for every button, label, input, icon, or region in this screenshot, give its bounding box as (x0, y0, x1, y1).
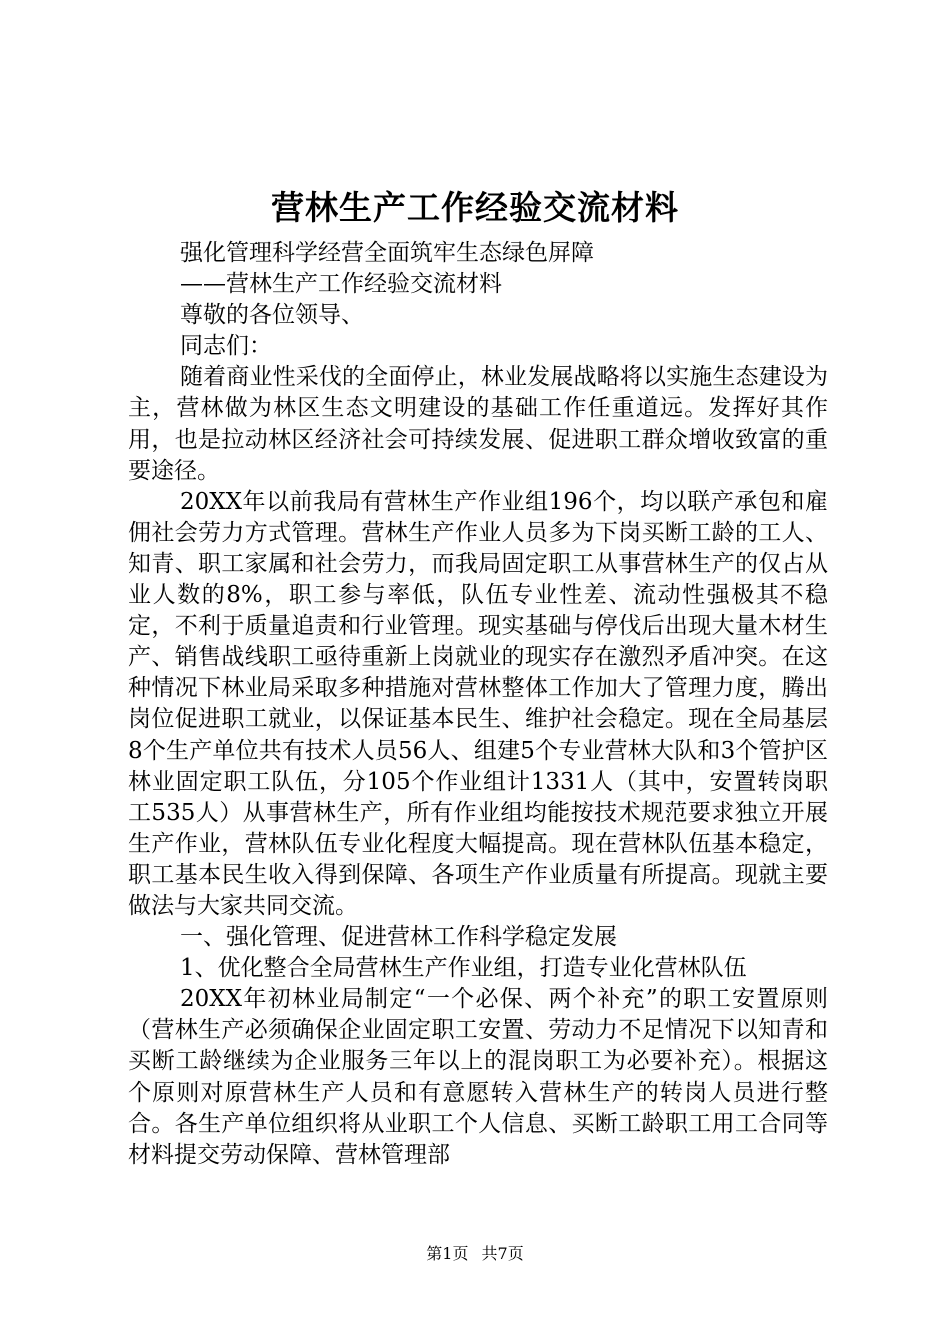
salutation-comrades: 同志们： (180, 333, 272, 360)
subtitle-dash: ——营林生产工作经验交流材料 (180, 271, 502, 298)
paragraph-intro: 随着商业性采伐的全面停止，林业发展战略将以实施生态建设为主，营林做为林区生态文明建设的基础工作任重道远。发挥好其作用，也是拉动林区经济社会可持续发展、促进职工群众增收致富的重要途径。 (128, 364, 828, 484)
section-heading: 一、强化管理、促进营林工作科学稳定发展 (180, 924, 617, 951)
paragraph-principle: 20XX年初林业局制定“一个必保、两个补充”的职工安置原则（营林生产必须确保企业固定职工安置、劳动力不足情况下以知青和买断工龄继续为企业服务三年以上的混岗职工为必要补充）。根据这个原则对原营林生产人员和有意愿转入营林生产的转岗人员进行整合。各生产单位组织将从业职工个人信息、买断工龄职工用工合同等材料提交劳动保障、营林管理部 (128, 986, 828, 1168)
page-footer (0, 1243, 950, 1265)
page-number: 第1页 (426, 1244, 469, 1263)
subsection-heading: 1、优化整合全局营林生产作业组，打造专业化营林队伍 (180, 955, 747, 982)
document-title: 营林生产工作经验交流材料 (271, 188, 679, 227)
subtitle: 强化管理科学经营全面筑牢生态绿色屏障 (180, 240, 594, 266)
paragraph-background: 20XX年以前我局有营林生产作业组196个，均以联产承包和雇佣社会劳力方式管理。营林生产作业人员多为下岗买断工龄的工人、知青、职工家属和社会劳力，而我局固定职工从事营林生产的仅占从业人数的8%，职工参与率低，队伍专业性差、流动性强极其不稳定，不利于质量追责和行业管理。现实基础与停伐后出现大量木材生产、销售战线职工亟待重新上岗就业的现实存在激烈矛盾冲突。在这种情况下林业局采取多种措施对营林整体工作加大了管理力度，腾出岗位促进职工就业，以保证基本民生、维护社会稳定。现在全局基层8个生产单位共有技术人员56人、组建5个专业营林大队和3个管护区林业固定职工队伍，分105个作业组计1331人（其中，安置转岗职工535人）从事营林生产，所有作业组均能按技术规范要求独立开展生产作业，营林队伍专业化程度大幅提高。现在营林队伍基本稳定，职工基本民生收入得到保障、各项生产作业质量有所提高。现就主要做法与大家共同交流。 (128, 488, 828, 919)
salutation-leaders: 尊敬的各位领导、 (180, 302, 364, 329)
page-total: 共7页 (481, 1244, 524, 1263)
document-body (128, 238, 828, 1171)
